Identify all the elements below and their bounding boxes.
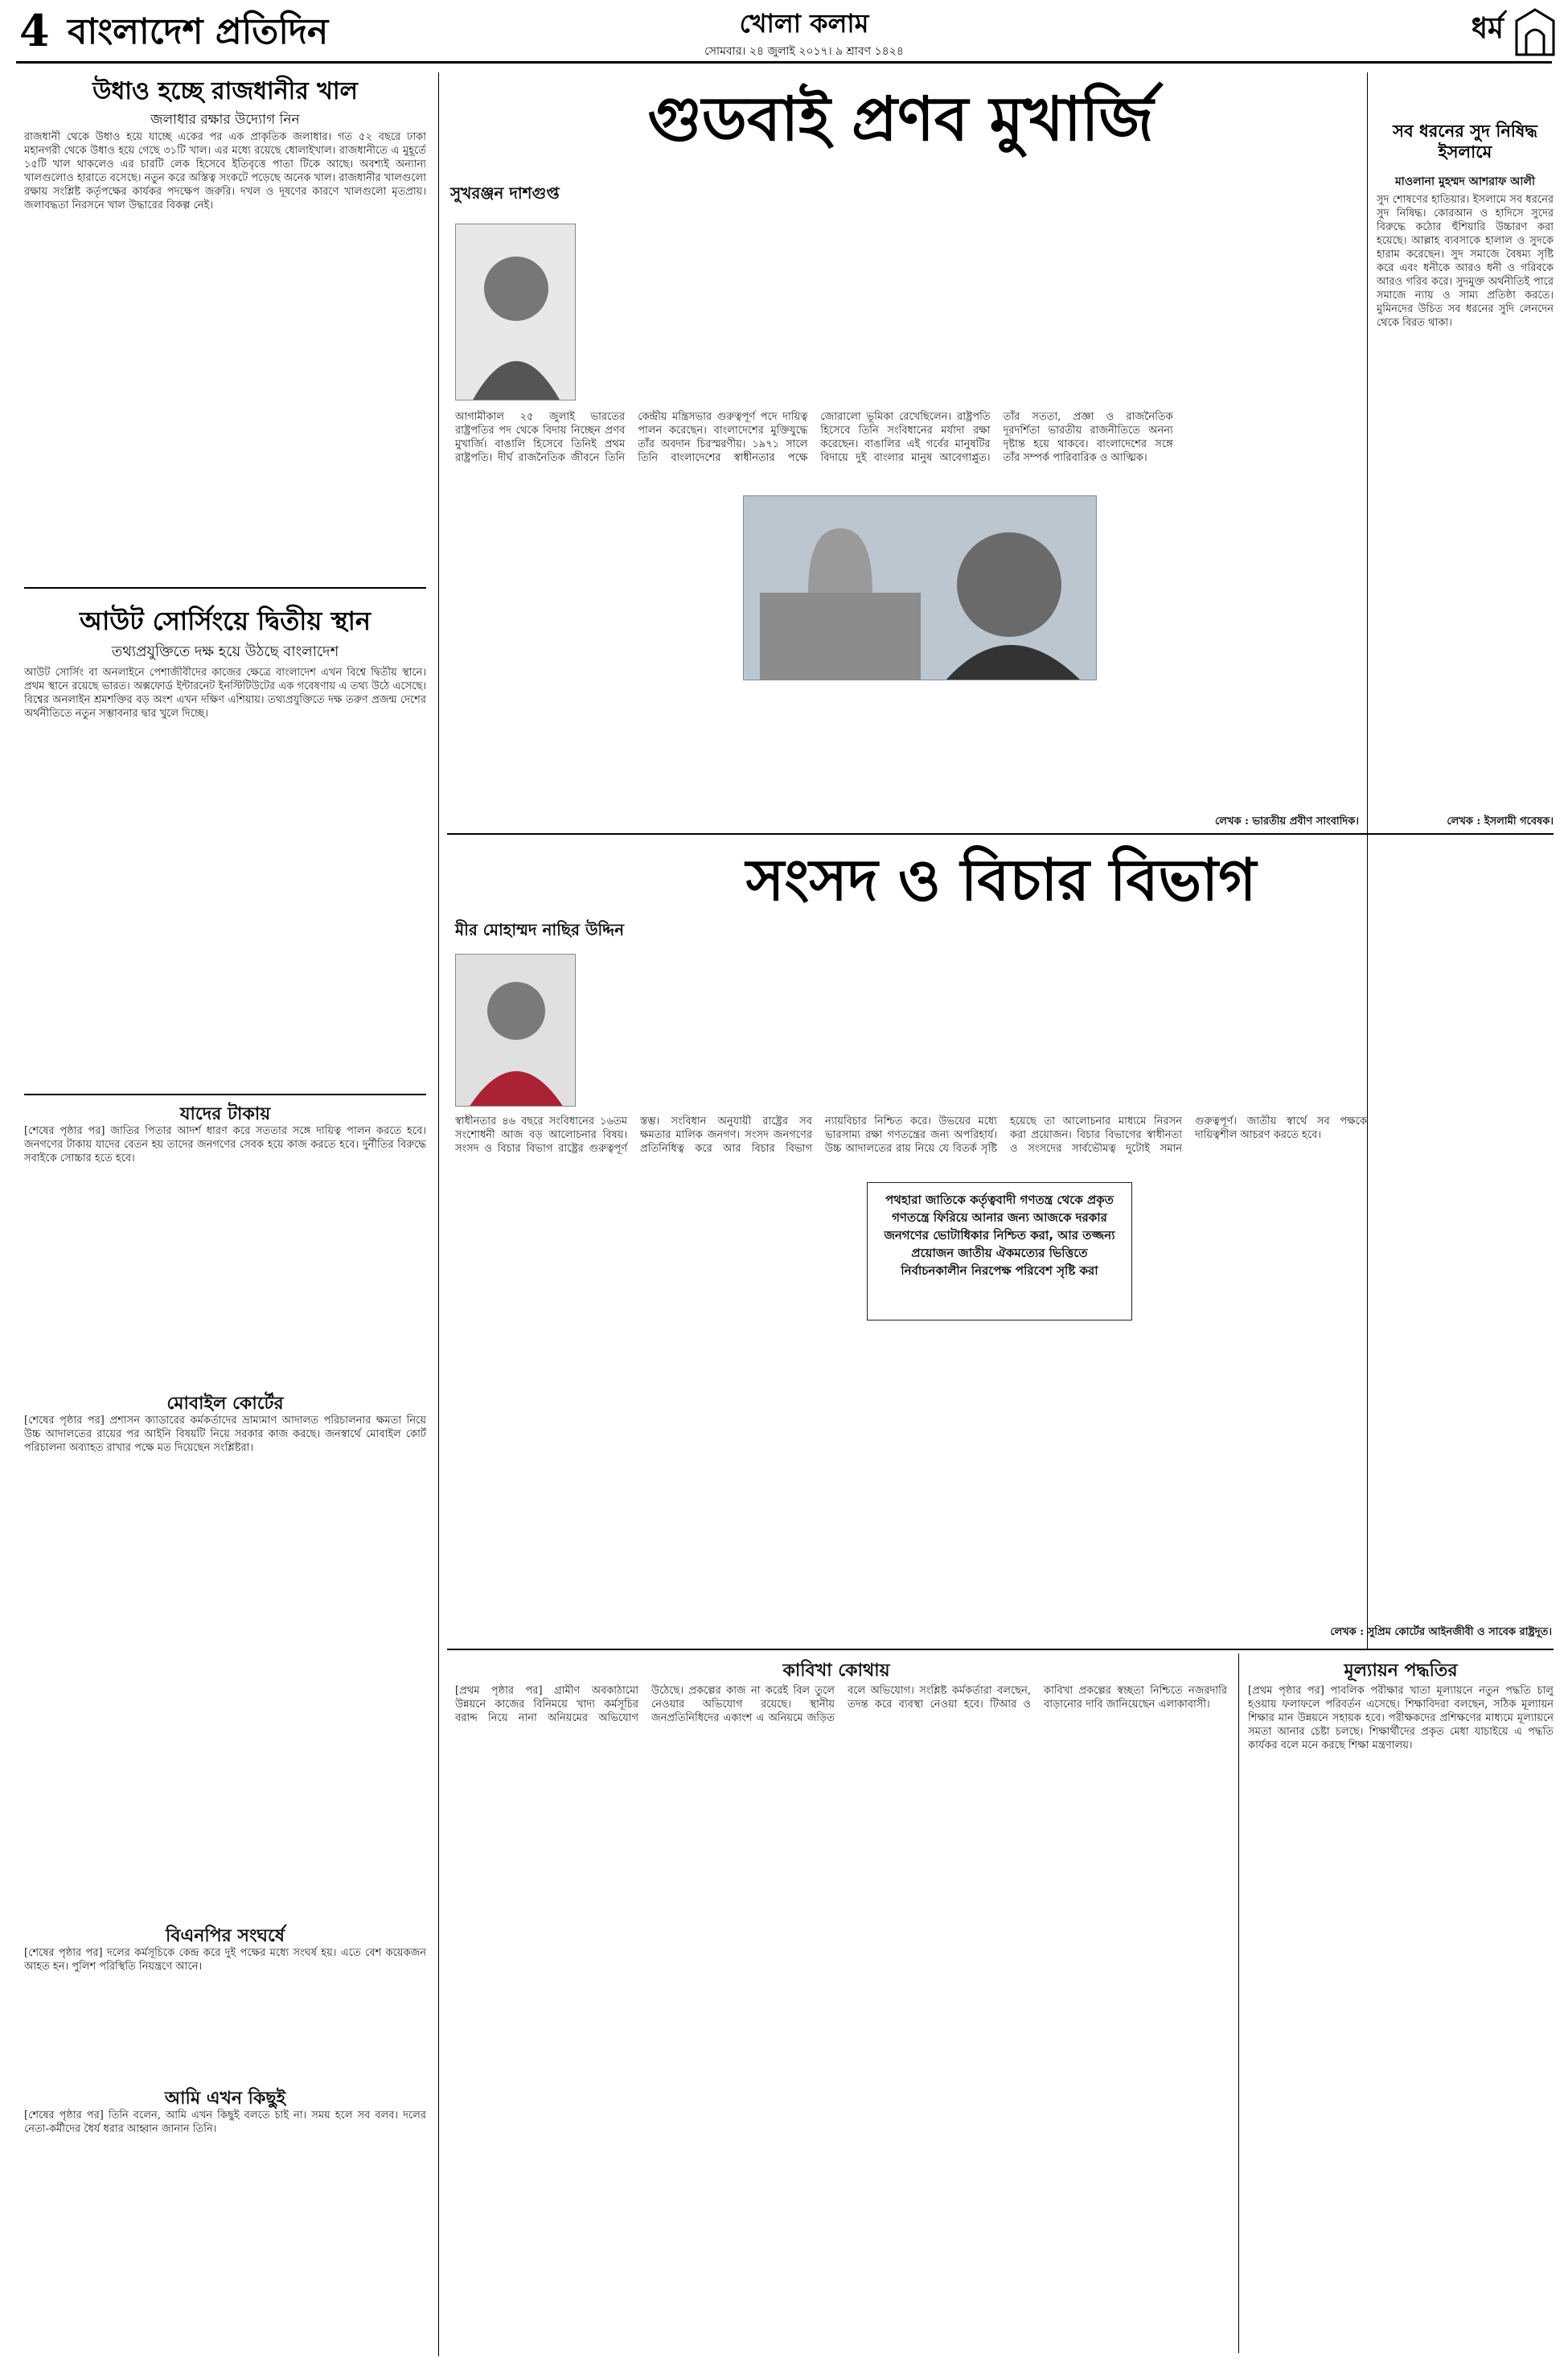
bottom-mid-body: [প্রথম পৃষ্ঠার পর] গ্রামীণ অবকাঠামো উন্নয়নে কাজের বিনিময়ে খাদ্য কর্মসূচির বরাদ্দ নিয়ে নানা অনিয়মের অভিযোগ উঠেছে। প্রকল্পের কাজ না করেই বিল তুলে নেওয়ার অভিযোগ রয়েছে। স্থানীয় জনপ্রতিনিধিদের একাংশ এ অনিয়মে জড়িত বলে অভিযোগ। সংশ্লিষ্ট কর্মকর্তারা বলছেন, তদন্ত করে ব্যবস্থা নেওয়া হবে। টিআর ও কাবিখা প্রকল্পের স্বচ্ছতা নিশ্চিতে নজরদারি বাড়ানোর দাবি জানিয়েছেন এলাকাবাসী। xyxy=(455,1685,1227,1724)
bottom-mid-title: কাবিখা কোথায় xyxy=(782,1661,890,1681)
religion-body: সুদ শোষণের হাতিয়ার। ইসলামে সব ধরনের সুদ নিষিদ্ধ। কোরআন ও হাদিসে সুদের বিরুদ্ধে কঠোর হুঁশিয়ারি উচ্চারণ করা হয়েছে। আল্লাহ ব্যবসাকে হালাল ও সুদকে হারাম করেছেন। সুদ সমাজে বৈষম্য সৃষ্টি করে এবং ধনীকে আরও ধনী ও গরিবকে আরও গরিব করে। সুদমুক্ত অর্থনীতিই পারে সমাজে ন্যায় ও সাম্য প্রতিষ্ঠা করতে। মুমিনদের উচিত সব ধরনের সুদি লেনদেন থেকে বিরত থাকা। xyxy=(1377,194,1554,329)
article5-title: বিএনপির সংঘর্ষে xyxy=(166,1926,285,1946)
bottom-right-title: মূল্যায়ন পদ্ধতির xyxy=(1344,1661,1458,1681)
callout-box xyxy=(867,1182,1132,1320)
date-line: সোমবার। ২৪ জুলাই ২০১৭। ৯ শ্রাবণ ১৪২৪ xyxy=(704,45,904,58)
paper-name: বাংলাদেশ প্রতিদিন xyxy=(68,11,329,52)
feature-title: গুডবাই প্রণব মুখার্জি xyxy=(647,83,1154,154)
article1-body: রাজধানী থেকে উধাও হয়ে যাচ্ছে একের পর এক প্রাকৃতিক জলাধার। গত ৫২ বছরে ঢাকা মহানগরী থেকে উধাও হয়ে গেছে ৩১টি খাল। এর মধ্যে রয়েছে ধোলাইখাল। রাজধানীতে এ মুহূর্তে ১৫টি খাল থাকলেও এর চারটি লেক হিসেবে ইতিবৃত্তে পাতা টিকে আছে। অবশ্যই অন্যান্য খালগুলোও হারাতে বসেছে। নতুন করে অস্তিত্ব সংকটে পড়েছে অনেক খাল। রাজধানীর খালগুলো রক্ষায় সংশ্লিষ্ট কর্তৃপক্ষের কার্যকর পদক্ষেপ জরুরি। দখল ও দূষণের কারণে খালগুলো মৃতপ্রায়। জলাবদ্ধতা নিরসনে খাল উদ্ধারের বিকল্প নেই। xyxy=(24,131,426,212)
feature2-author-note: লেখক : সুপ্রিম কোর্টের আইনজীবী ও সাবেক রাষ্ট্রদূত। xyxy=(1330,1626,1552,1638)
feature-author-note: লেখক : ভারতীয় প্রবীণ সাংবাদিক। xyxy=(1214,815,1359,828)
article4-title: মোবাইল কোর্টের xyxy=(166,1394,284,1414)
author2-photo xyxy=(455,954,576,1107)
divider xyxy=(24,1094,426,1095)
religion-author: মাওলানা মুহম্মদ আশরাফ আলী xyxy=(1395,175,1535,188)
category-label: ধর্ম xyxy=(1471,12,1504,45)
article6-title: আমি এখন কিছুই xyxy=(164,2089,286,2109)
feature-photo xyxy=(743,495,1097,680)
article1-subtitle: জলাধার রক্ষার উদ্যোগ নিন xyxy=(150,112,300,128)
feature-author: সুখরঞ্জন দাশগুপ্ত xyxy=(450,183,560,203)
article3-body: [শেষের পৃষ্ঠার পর] জাতির পিতার আদর্শ ধারণ করে সততার সঙ্গে দায়িত্ব পালন করতে হবে। জনগণের টাকায় যাদের বেতন হয় তাদের জনগণের সেবক হয়ে কাজ করতে হবে। দুর্নীতির বিরুদ্ধে সবাইকে সোচ্চার হতে হবে। xyxy=(24,1125,426,1164)
religion-title: সব ধরনের সুদ নিষিদ্ধ ইসলামে xyxy=(1393,121,1537,162)
feature2-title: সংসদ ও বিচার বিভাগ xyxy=(745,846,1257,914)
column-divider xyxy=(1238,1653,1239,2353)
page-number: 4 xyxy=(19,5,50,56)
feature2-author: মীর মোহাম্মদ নাছির উদ্দিন xyxy=(455,920,625,939)
article4-body: [শেষের পৃষ্ঠার পর] প্রশাসন ক্যাডারের কর্মকর্তাদের ভ্রাম্যমাণ আদালত পরিচালনার ক্ষমতা নিয়ে উচ্চ আদালতের রায়ের পর আইনি বিষয়টি নিয়ে সরকার কাজ করছে। জনস্বার্থে মোবাইল কোর্ট পরিচালনা অব্যাহত রাখার পক্ষে মত দিয়েছেন সংশ্লিষ্টরা। xyxy=(24,1415,426,1454)
divider xyxy=(447,1649,1554,1650)
religion-author-note: লেখক : ইসলামী গবেষক। xyxy=(1447,815,1554,828)
column-divider xyxy=(438,72,439,2356)
author-photo xyxy=(455,224,576,400)
feature2-body: স্বাধীনতার ৪৬ বছরে সংবিধানের ১৬তম সংশোধনী আজ বড় আলোচনার বিষয়। সংসদ ও বিচার বিভাগ রাষ্ট্রের গুরুত্বপূর্ণ স্তম্ভ। সংবিধান অনুযায়ী রাষ্ট্রের সব ক্ষমতার মালিক জনগণ। সংসদ জনগণের প্রতিনিধিত্ব করে আর বিচার বিভাগ ন্যায়বিচার নিশ্চিত করে। উভয়ের মধ্যে ভারসাম্য রক্ষা গণতন্ত্রের জন্য অপরিহার্য। উচ্চ আদালতের রায় নিয়ে যে বিতর্ক সৃষ্টি হয়েছে তা আলোচনার মাধ্যমে নিরসন করা প্রয়োজন। বিচার বিভাগের স্বাধীনতা ও সংসদের সার্বভৌমত্ব দুটোই সমান গুরুত্বপূর্ণ। জাতীয় স্বার্থে সব পক্ষকে দায়িত্বশীল আচরণ করতে হবে। xyxy=(455,1115,1367,1155)
article3-title: যাদের টাকায় xyxy=(179,1104,271,1124)
bottom-right-body: [প্রথম পৃষ্ঠার পর] পাবলিক পরীক্ষার খাতা মূল্যায়নে নতুন পদ্ধতি চালু হওয়ায় ফলাফলে পরিবর্তন এসেছে। শিক্ষাবিদরা বলছেন, সঠিক মূল্যায়ন শিক্ষার মান উন্নয়নে সহায়ক হবে। পরীক্ষকদের প্রশিক্ষণের মাধ্যমে মূল্যায়নে সমতা আনার চেষ্টা চলছে। শিক্ষার্থীদের প্রকৃত মেধা যাচাইয়ে এ পদ্ধতি কার্যকর বলে মনে করছে শিক্ষা মন্ত্রণালয়। xyxy=(1248,1685,1554,1752)
callout-text: পথহারা জাতিকে কর্তৃত্ববাদী গণতন্ত্র থেকে প্রকৃত গণতন্ত্রে ফিরিয়ে আনার জন্য আজকে দরকার জনগণের ভোটাধিকার নিশ্চিত করা, আর তজ্জন্য প্রয়োজন জাতীয় ঐকমত্যের ভিত্তিতে নির্বাচনকালীন নিরপেক্ষ পরিবেশ সৃষ্টি করা xyxy=(884,1193,1115,1278)
masthead-rule xyxy=(16,61,1552,64)
divider xyxy=(447,833,1554,835)
article2-body: আউট সোর্সিং বা অনলাইনে পেশাজীবীদের কাজের ক্ষেত্রে বাংলাদেশ এখন বিশ্বে দ্বিতীয় স্থানে। প্রথম স্থানে রয়েছে ভারত। অক্সফোর্ড ইন্টারনেট ইনস্টিটিউটের এক গবেষণায় এ তথ্য উঠে এসেছে। বিশ্বের অনলাইন শ্রমশক্তির বড় অংশ এখন দক্ষিণ এশিয়ায়। তথ্যপ্রযুক্তিতে দক্ষ তরুণ প্রজন্ম দেশের অর্থনীতিতে নতুন সম্ভাবনার দ্বার খুলে দিচ্ছে। xyxy=(24,667,426,720)
article5-body: [শেষের পৃষ্ঠার পর] দলের কর্মসূচিকে কেন্দ্র করে দুই পক্ষের মধ্যে সংঘর্ষ হয়। এতে বেশ কয়েকজন আহত হন। পুলিশ পরিস্থিতি নিয়ন্ত্রণে আনে। xyxy=(24,1947,426,1973)
divider xyxy=(24,587,426,589)
article1-title: উধাও হচ্ছে রাজধানীর খাল xyxy=(92,77,358,105)
article6-body: [শেষের পৃষ্ঠার পর] তিনি বলেন, আমি এখন কিছুই বলতে চাই না। সময় হলে সব বলব। দলের নেতা-কর্মীদের ধৈর্য ধরার আহ্বান জানান তিনি। xyxy=(24,2109,426,2135)
section-name: খোলা কলাম xyxy=(739,8,869,39)
mosque-icon xyxy=(1513,8,1557,56)
article2-title: আউট সোর্সিংয়ে দ্বিতীয় স্থান xyxy=(79,606,371,636)
article2-subtitle: তথ্যপ্রযুক্তিতে দক্ষ হয়ে উঠছে বাংলাদেশ xyxy=(111,643,339,660)
feature-body: আগামীকাল ২৫ জুলাই ভারতের রাষ্ট্রপতির পদ থেকে বিদায় নিচ্ছেন প্রণব মুখার্জি। বাঙালি হিসেবে তিনিই প্রথম রাষ্ট্রপতি। দীর্ঘ রাজনৈতিক জীবনে তিনি কেন্দ্রীয় মন্ত্রিসভার গুরুত্বপূর্ণ পদে দায়িত্ব পালন করেছেন। বাংলাদেশের মুক্তিযুদ্ধে তাঁর অবদান চিরস্মরণীয়। ১৯৭১ সালে তিনি বাংলাদেশের স্বাধীনতার পক্ষে জোরালো ভূমিকা রেখেছিলেন। রাষ্ট্রপতি হিসেবে তিনি সংবিধানের মর্যাদা রক্ষা করেছেন। বাঙালির এই গর্বের মানুষটির বিদায়ে দুই বাংলার মানুষ আবেগাপ্লুত। তাঁর সততা, প্রজ্ঞা ও রাজনৈতিক দূরদর্শিতা ভারতীয় রাজনীতিতে অনন্য দৃষ্টান্ত হয়ে থাকবে। বাংলাদেশের সঙ্গে তাঁর সম্পর্ক পারিবারিক ও আত্মিক। xyxy=(455,411,1173,464)
